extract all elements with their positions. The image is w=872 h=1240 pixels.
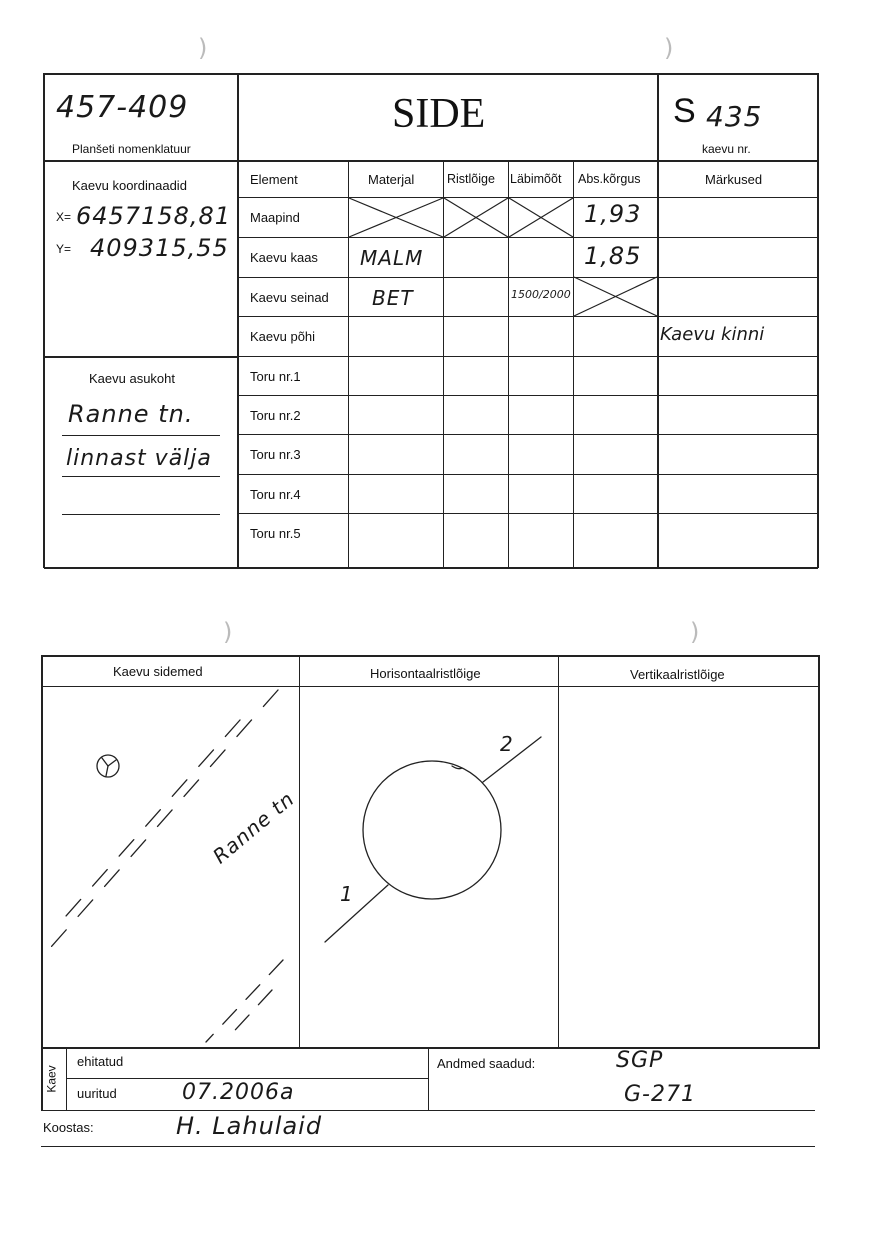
markused-kaevu-pohi: Kaevu kinni [660,324,765,345]
row-element: Toru nr.2 [250,408,301,423]
koostas-value: H. Lahulaid [176,1112,323,1140]
location-line-1: Ranne tn. [68,400,194,428]
well-number: 435 [706,100,763,133]
row-element: Kaevu põhi [250,329,316,344]
well-prefix: S [673,92,696,130]
materjal-kaevu-kaas: MALM [360,246,424,270]
header-abs-korgus: Abs.kõrgus [578,172,641,186]
x-label: X= [56,210,72,224]
y-label: Y= [56,242,72,256]
row-element: Toru nr.4 [250,487,301,502]
pipe-label-2: 2 [500,732,514,756]
andmed-saadud-value-2: G-271 [624,1082,696,1107]
header-markused: Märkused [705,172,763,187]
y-coordinate-value: 409315,55 [90,234,229,262]
nomenclature-label: Planšeti nomenklatuur [72,142,191,156]
row-element: Kaevu seinad [250,290,329,305]
andmed-saadud-value-1: SGP [616,1048,664,1073]
well-number-label: kaevu nr. [702,142,751,156]
coordinates-label: Kaevu koordinaadid [72,178,187,193]
koostas-label: Koostas: [43,1120,94,1135]
abs-korgus-maapind: 1,93 [584,200,642,228]
location-line-2: linnast välja [66,446,212,471]
punch-mark: ) [664,34,675,62]
row-element: Kaevu kaas [250,250,318,265]
header-ristloige: Ristlõige [447,172,495,186]
street-label: Ranne tn [208,786,300,869]
row-element: Toru nr.5 [250,526,301,541]
uuritud-value: 07.2006a [182,1080,295,1105]
ehitatud-label: ehitatud [77,1054,124,1069]
abs-korgus-kaevu-kaas: 1,85 [584,242,642,270]
header-materjal: Materjal [368,172,415,187]
pipe-label-1: 1 [340,882,354,906]
punch-mark: ) [690,618,701,646]
location-label: Kaevu asukoht [89,371,176,386]
x-coordinate-value: 6457158,81 [76,202,232,230]
nomenclature-value: 457-409 [56,90,189,125]
header-labimoot: Läbimõõt [510,172,562,186]
materjal-kaevu-seinad: BET [372,286,414,310]
row-element: Toru nr.1 [250,369,301,384]
andmed-saadud-label: Andmed saadud: [437,1056,536,1071]
labimoot-kaevu-seinad: 1500/2000 [511,288,571,301]
kaev-label: Kaev [44,1065,59,1093]
page-title: SIDE [392,91,486,137]
header-kaevu-sidemed: Kaevu sidemed [113,664,203,679]
header-horisontaalristloige: Horisontaalristlõige [370,666,481,681]
row-element: Maapind [250,210,300,225]
punch-mark: ) [198,34,209,62]
header-element: Element [250,172,298,187]
punch-mark: ) [223,618,234,646]
row-element: Toru nr.3 [250,447,301,462]
uuritud-label: uuritud [77,1086,117,1101]
header-vertikaalristloige: Vertikaalristlõige [630,667,725,682]
